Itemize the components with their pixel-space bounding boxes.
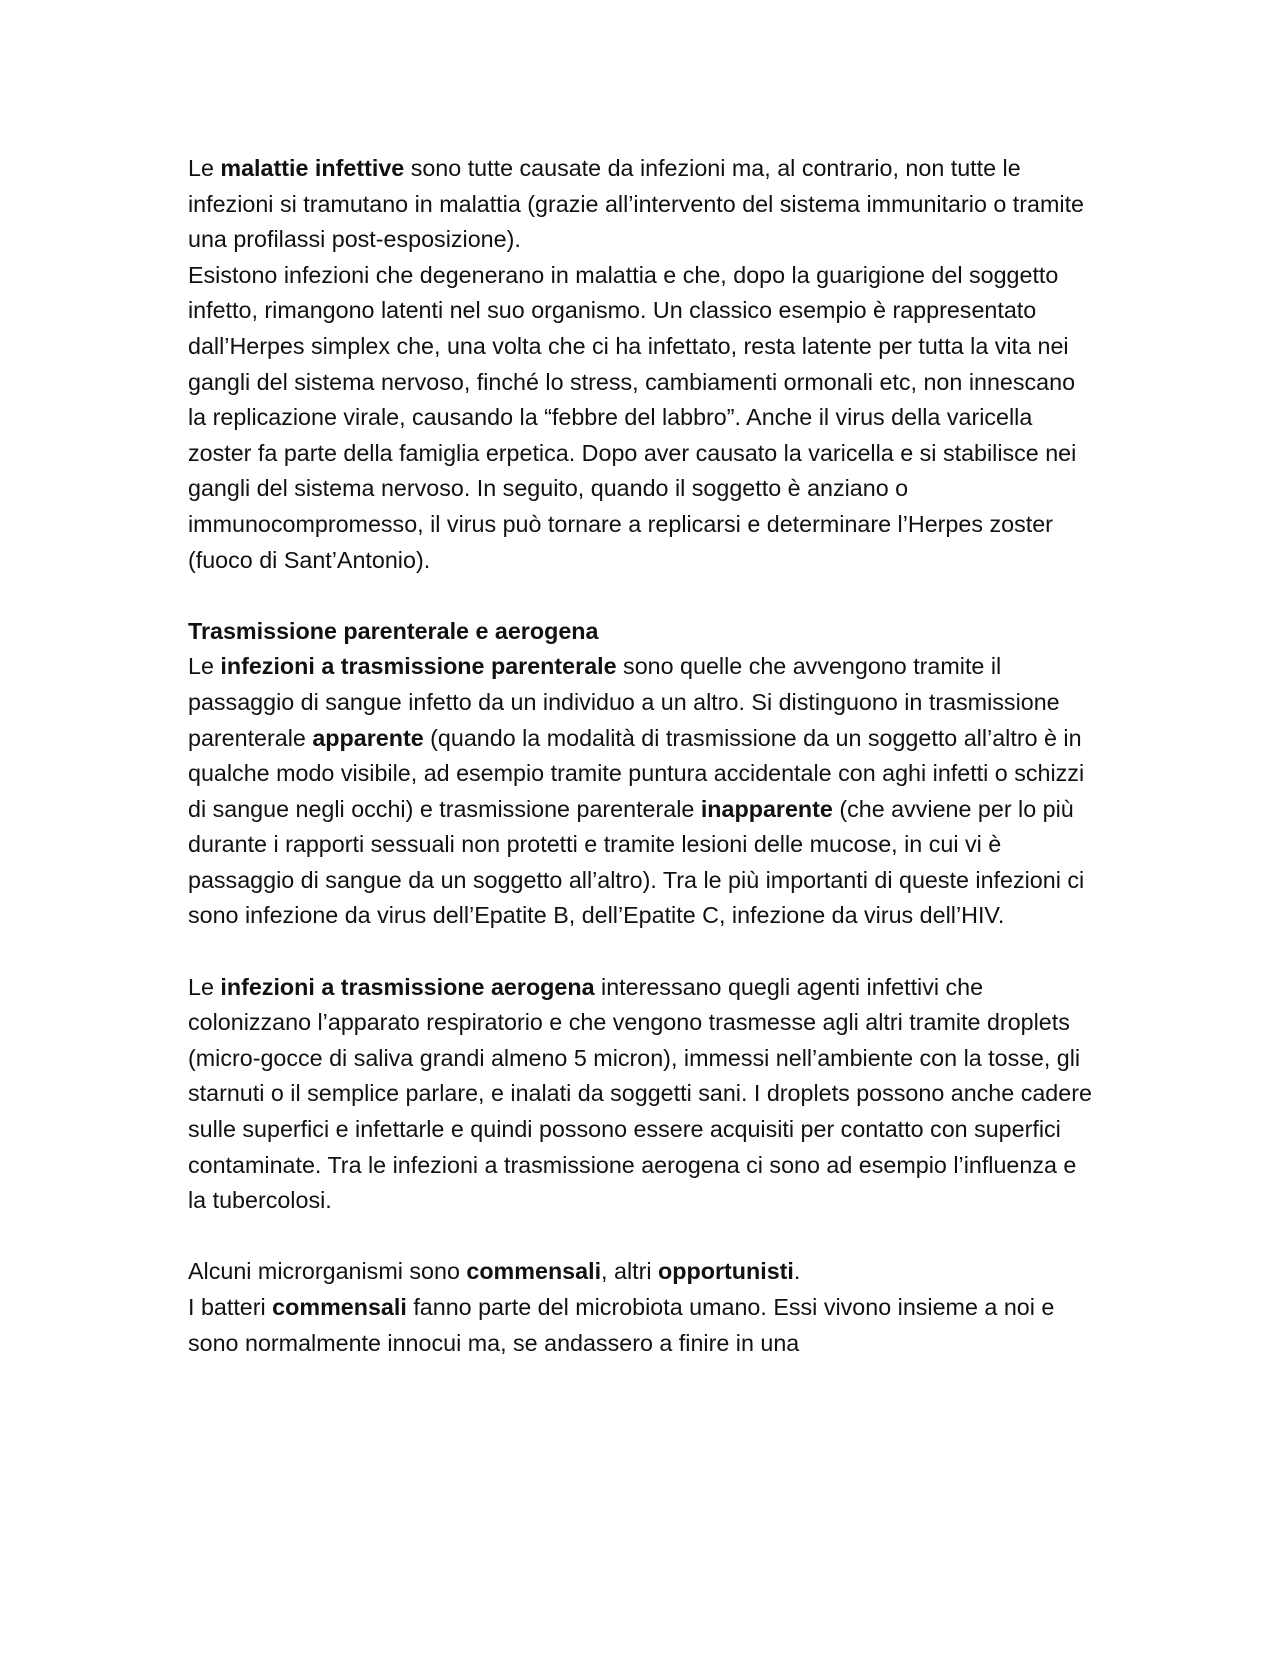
paragraph xyxy=(188,258,1098,578)
paragraph-spacer xyxy=(188,578,1098,614)
text-run: Le xyxy=(188,155,221,181)
text-run: I batteri xyxy=(188,1294,273,1320)
text-run: Esistono infezioni che degenerano in malattia e che, dopo la guarigione del soggetto infetto, rimangono latenti nel suo organismo. Un classico esempio è rappresentato dall’Herpes simplex che, una volta che ci ha infettato, resta latente per tutta la vita nei gangli del sistema nervoso, finché lo stress, cambiamenti ormonali etc, non innescano la replicazione virale, causando la “febbre del labbro”. Anche il virus della varicella zoster fa parte della famiglia erpetica. Dopo aver causato la varicella e si stabilisce nei gangli del sistema nervoso. In seguito, quando il soggetto è anziano o immunocompromesso, il virus può tornare a replicarsi e determinare l’Herpes zoster (fuoco di Sant’Antonio). xyxy=(188,261,1077,573)
text-run: interessano quegli agenti infettivi che colonizzano l’apparato respiratorio e che vengono trasmesse agli altri tramite droplets (micro-gocce di saliva grandi almeno 5 micron), immessi nell’ambiente con la tosse, gli starnuti o il semplice parlare, e inalati da soggetti sani. I droplets possono anche cadere sulle superfici e infettarle e quindi possono essere acquisiti per contatto con superfici contaminate. Tra le infezioni a trasmissione aerogena ci sono ad esempio l’influenza e la tubercolosi. xyxy=(188,973,1092,1214)
document-text-body xyxy=(188,151,1098,1361)
paragraph xyxy=(188,1254,1098,1290)
text-run: , altri xyxy=(601,1258,659,1285)
bold-text-run: inapparente xyxy=(700,795,833,822)
paragraph-spacer xyxy=(188,1219,1098,1255)
paragraph xyxy=(188,1290,1098,1361)
text-run: (che avviene per lo più durante i rapporti sessuali non protetti e tramite lesioni delle mucose, in cui vi è passaggio di sangue da un soggetto all’altro). Tra le più importanti di queste infezioni ci sono infezione da virus dell’Epatite B, dell’Epatite C, infezione da virus dell’HIV. xyxy=(188,795,1085,929)
text-run: sono quelle che avvengono tramite il passaggio di sangue infetto da un individuo a un altro. Si distinguono in trasmissione parenterale xyxy=(188,653,1060,751)
text-run: Le xyxy=(188,973,221,1000)
bold-text-run: malattie infettive xyxy=(220,155,405,181)
paragraph xyxy=(188,970,1098,1219)
text-run: Le xyxy=(188,653,221,680)
paragraph xyxy=(188,151,1098,258)
paragraph xyxy=(188,649,1098,934)
bold-text-run: commensali xyxy=(466,1258,602,1285)
bold-text-run: apparente xyxy=(312,724,424,751)
paragraph-spacer xyxy=(188,934,1098,970)
text-run: . xyxy=(793,1258,801,1285)
section-heading xyxy=(188,614,1098,650)
text-run: (quando la modalità di trasmissione da un soggetto all’altro è in qualche modo visibile, ad esempio tramite puntura accidentale con aghi infetti o schizzi di sangue negli occhi) e trasmissione parenterale xyxy=(188,724,1085,822)
text-run: Alcuni microrganismi sono xyxy=(188,1258,467,1285)
bold-text-run: commensali xyxy=(272,1294,407,1320)
bold-text-run: infezioni a trasmissione parenterale xyxy=(220,653,617,680)
bold-text-run: opportunisti xyxy=(658,1258,794,1285)
text-run: sono tutte causate da infezioni ma, al contrario, non tutte le infezioni si tramutano in malattia (grazie all’intervento del sistema immunitario o tramite una profilassi post-esposizione). xyxy=(188,155,1085,253)
text-run: fanno parte del microbiota umano. Essi vivono insieme a noi e sono normalmente innocui ma, se andassero a finire in una xyxy=(188,1294,1055,1356)
bold-text-run: infezioni a trasmissione aerogena xyxy=(220,973,595,1000)
bold-text-run: Trasmissione parenterale e aerogena xyxy=(188,617,599,644)
